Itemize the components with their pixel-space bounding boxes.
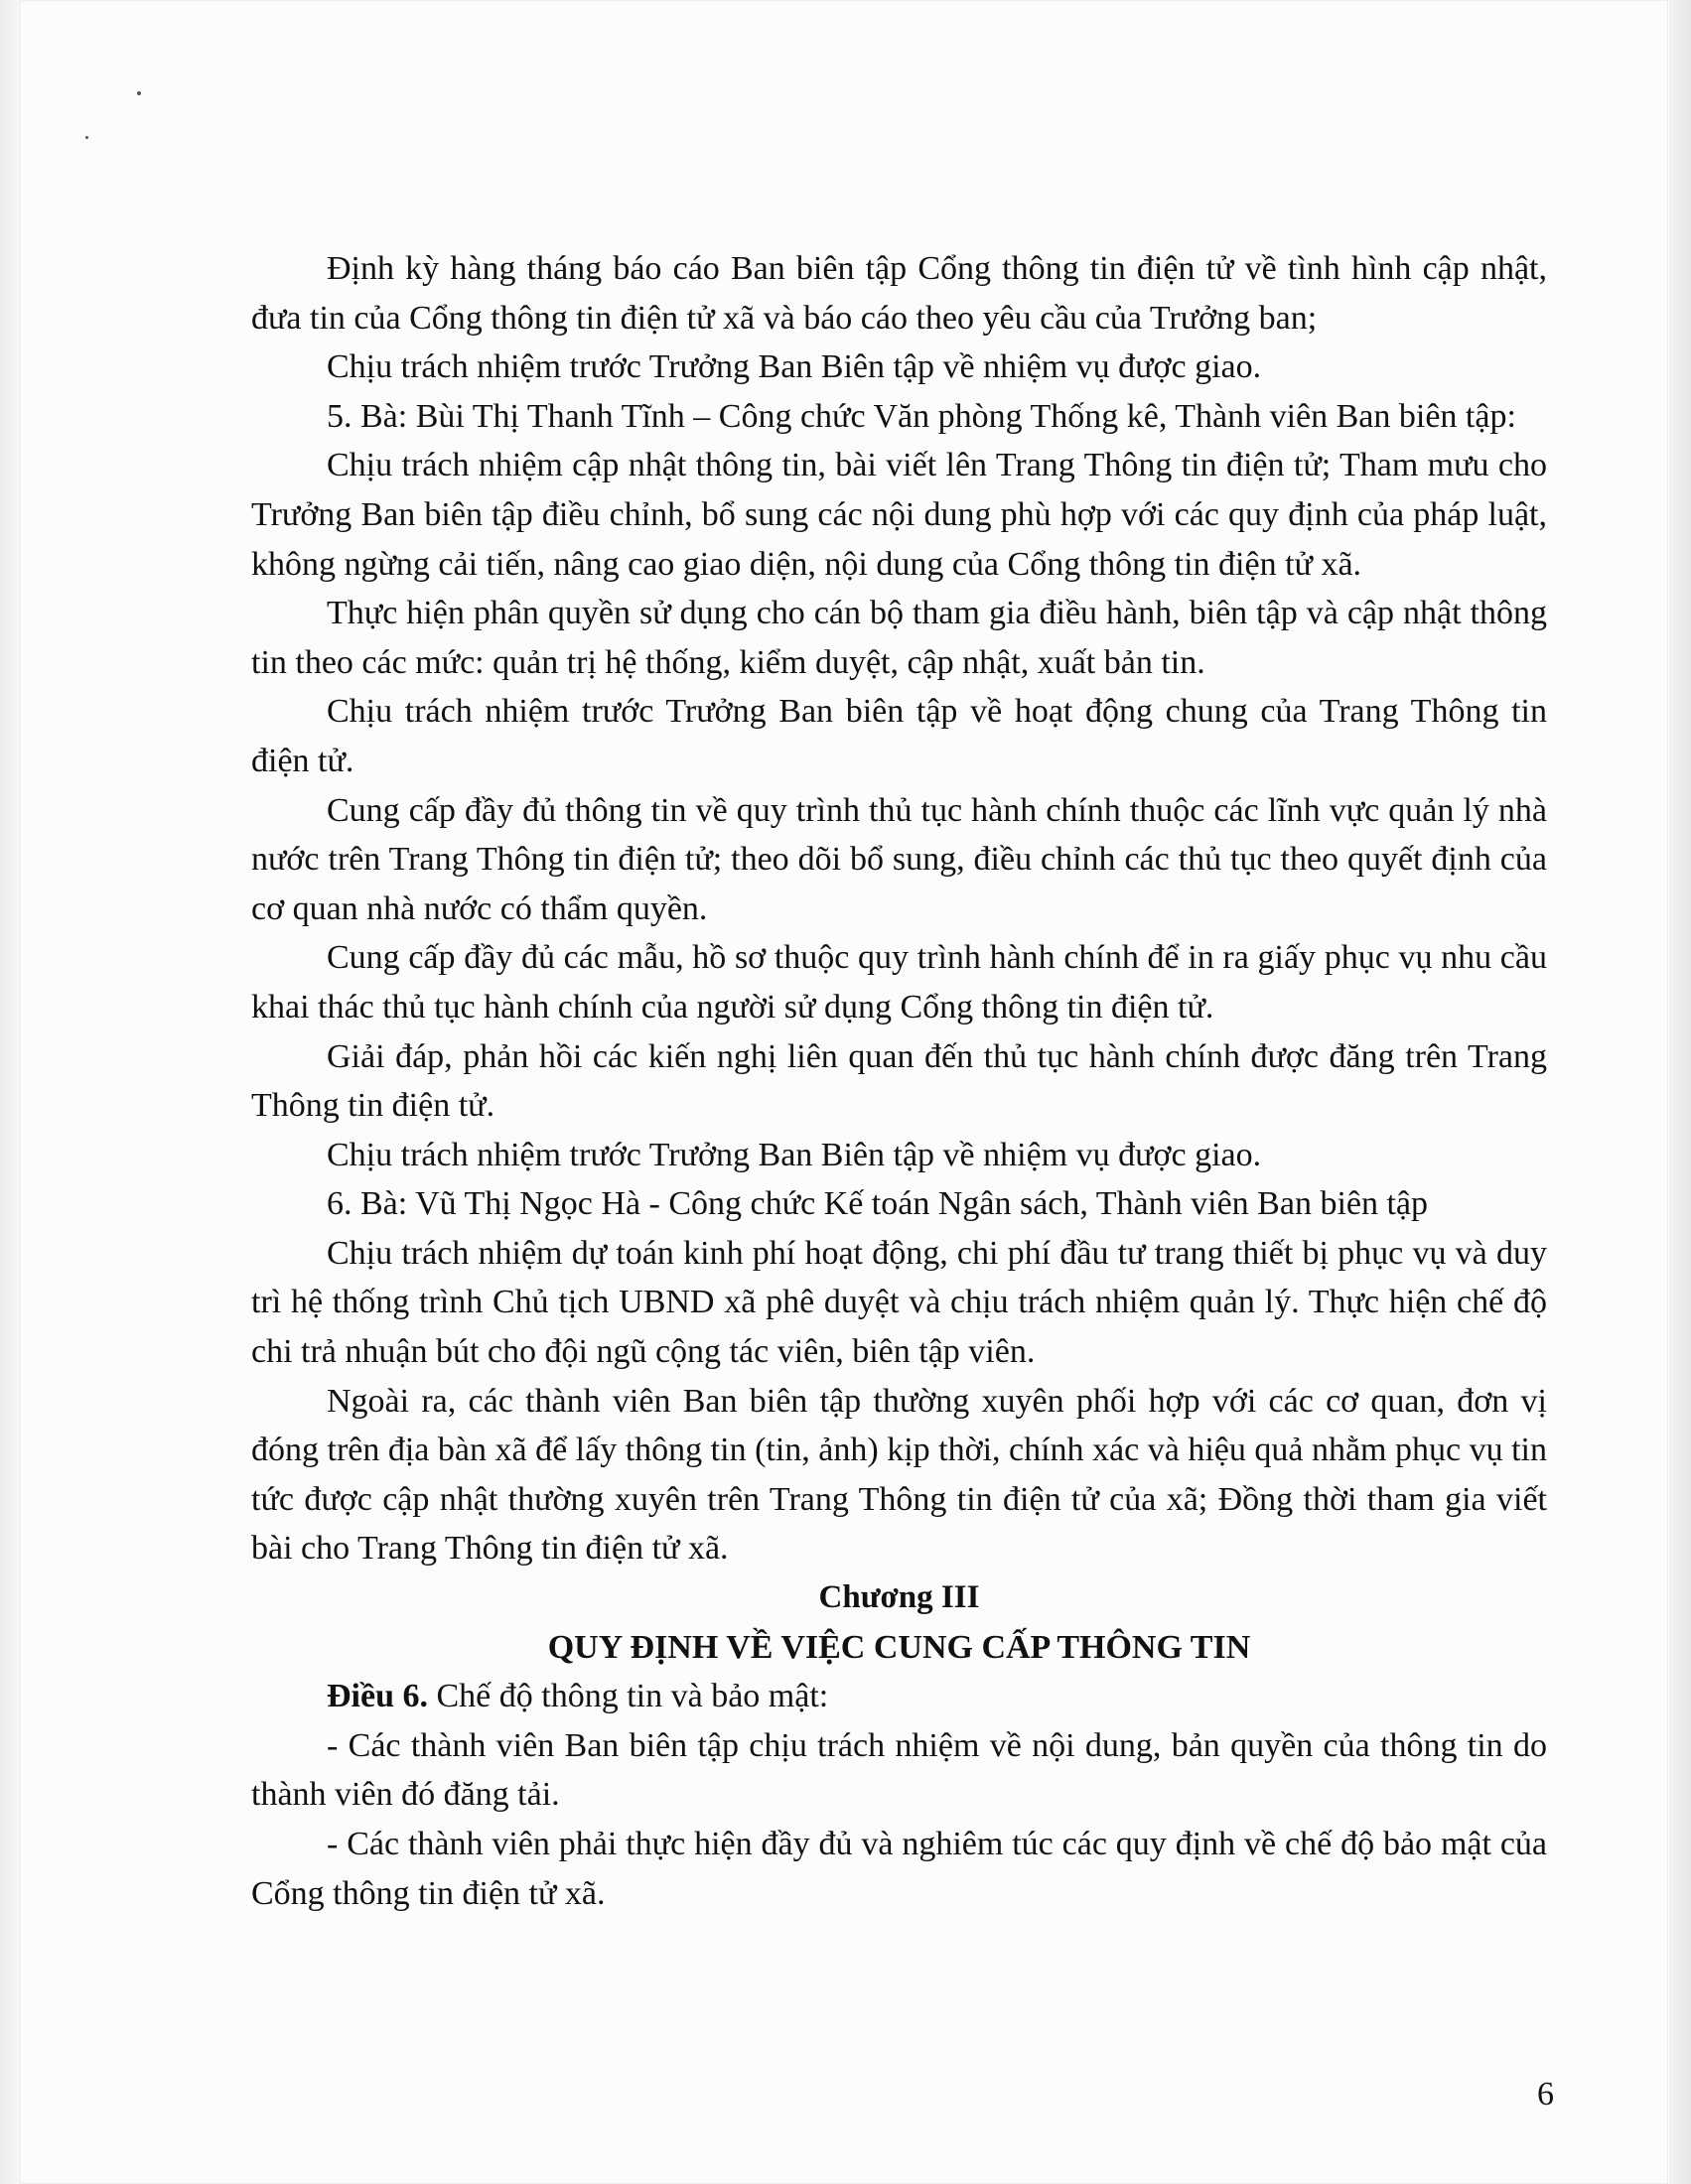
paragraph: Chịu trách nhiệm cập nhật thông tin, bài viết lên Trang Thông tin điện tử; Tham mưu cho Trưởng Ban biên tập điều chỉnh, bổ sung các nội dung phù hợp với các quy định của pháp luật, không ngừng cải tiến, nâng cao giao diện, nội dung của Cổng thông tin điện tử xã. <box>251 447 1547 583</box>
paragraph: Thực hiện phân quyền sử dụng cho cán bộ tham gia điều hành, biên tập và cập nhật thông tin theo các mức: quản trị hệ thống, kiểm duyệt, cập nhật, xuất bản tin. <box>251 595 1547 681</box>
paragraph: - Các thành viên phải thực hiện đầy đủ và nghiêm túc các quy định về chế độ bảo mật của Cổng thông tin điện tử xã. <box>251 1826 1547 1912</box>
paragraph: Chịu trách nhiệm trước Trưởng Ban Biên tập về nhiệm vụ được giao. <box>327 1136 1262 1173</box>
article-label: Điều 6. <box>327 1678 428 1715</box>
page-number: 6 <box>1537 2076 1554 2113</box>
chapter-label: Chương III <box>818 1579 980 1616</box>
paragraph: Chịu trách nhiệm trước Trưởng Ban Biên tập về nhiệm vụ được giao. <box>327 348 1262 386</box>
scan-speck <box>137 91 141 95</box>
paragraph: Cung cấp đầy đủ các mẫu, hồ sơ thuộc quy trình hành chính để in ra giấy phục vụ nhu cầu khai thác thủ tục hành chính của người sử dụng Cổng thông tin điện tử. <box>251 939 1547 1025</box>
paragraph: Cung cấp đầy đủ thông tin về quy trình thủ tục hành chính thuộc các lĩnh vực quản lý nhà nước trên Trang Thông tin điện tử; theo dõi bổ sung, điều chỉnh các thủ tục theo quyết định của cơ quan nhà nước có thẩm quyền. <box>251 791 1547 927</box>
paragraph: 6. Bà: Vũ Thị Ngọc Hà - Công chức Kế toán Ngân sách, Thành viên Ban biên tập <box>327 1185 1429 1223</box>
paragraph: Ngoài ra, các thành viên Ban biên tập thường xuyên phối hợp với các cơ quan, đơn vị đóng trên địa bàn xã để lấy thông tin (tin, ảnh) kịp thời, chính xác và hiệu quả nhằm phục vụ tin tức được cập nhật thường xuyên trên Trang Thông tin điện tử của xã; Đồng thời tham gia viết bài cho Trang Thông tin điện tử xã. <box>251 1382 1547 1568</box>
paragraph: 5. Bà: Bùi Thị Thanh Tĩnh – Công chức Văn phòng Thống kê, Thành viên Ban biên tập: <box>327 397 1516 435</box>
paragraph: Giải đáp, phản hồi các kiến nghị liên quan đến thủ tục hành chính được đăng trên Trang Thông tin điện tử. <box>251 1037 1547 1125</box>
document-body <box>251 244 1547 1918</box>
chapter-title: QUY ĐỊNH VỀ VIỆC CUNG CẤP THÔNG TIN <box>547 1628 1251 1666</box>
page-left-edge <box>0 0 20 2184</box>
paragraph: Định kỳ hàng tháng báo cáo Ban biên tập Cổng thông tin điện tử về tình hình cập nhật, đưa tin của Cổng thông tin điện tử xã và báo cáo theo yêu cầu của Trưởng ban; <box>251 250 1547 337</box>
article-title: Chế độ thông tin và bảo mật: <box>428 1678 829 1715</box>
article-heading <box>251 1672 1547 1721</box>
paragraph: Chịu trách nhiệm dự toán kinh phí hoạt động, chi phí đầu tư trang thiết bị phục vụ và duy trì hệ thống trình Chủ tịch UBND xã phê duyệt và chịu trách nhiệm quản lý. Thực hiện chế độ chi trả nhuận bút cho đội ngũ cộng tác viên, biên tập viên. <box>251 1234 1547 1371</box>
page-right-edge <box>1669 0 1691 2184</box>
paragraph: Chịu trách nhiệm trước Trưởng Ban biên tập về hoạt động chung của Trang Thông tin điện tử. <box>251 693 1547 779</box>
paragraph: - Các thành viên Ban biên tập chịu trách nhiệm về nội dung, bản quyền của thông tin do thành viên đó đăng tải. <box>251 1726 1547 1814</box>
scan-speck <box>85 136 88 139</box>
